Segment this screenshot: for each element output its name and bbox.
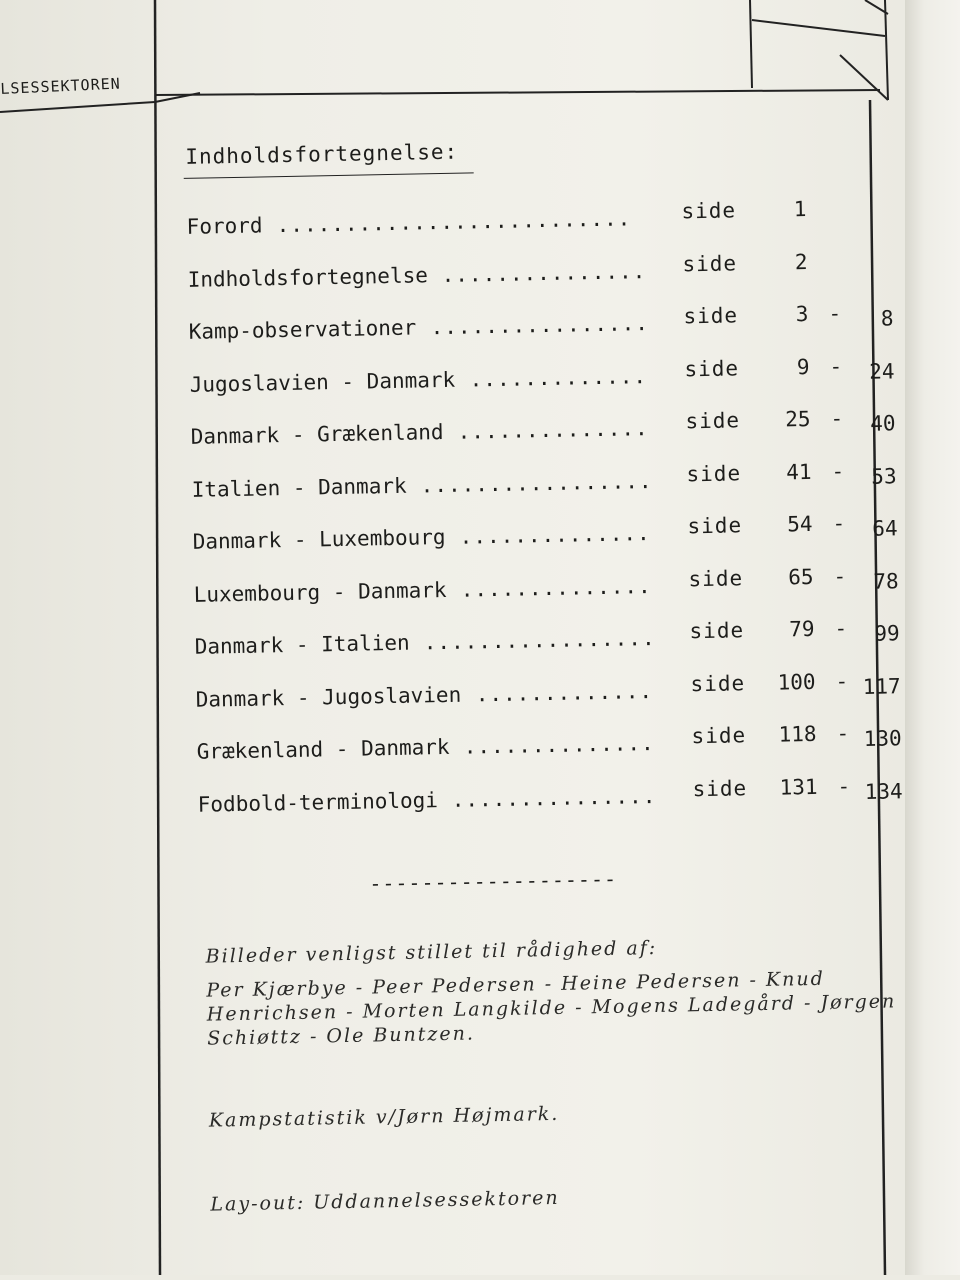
toc-entry-label: Danmark - Jugoslavien: [195, 682, 462, 712]
toc-leader-dots: ..............: [459, 521, 651, 549]
toc-leader-dots: .............: [475, 678, 654, 706]
credits-names: Per Kjærbye - Peer Pedersen - Heine Pedersen - Knud Henrichsen - Morten Langkilde - Mogens Ladegård - Jørgen Schiøttz - Ole Buntzen.: [206, 967, 897, 1050]
toc-page-from: 41: [785, 459, 812, 484]
toc-page-range-dash: -: [828, 301, 842, 326]
toc-entry-label: Danmark - Grækenland: [190, 419, 444, 449]
toc-page-from: 79: [788, 616, 815, 642]
toc-page-from: 54: [786, 511, 813, 537]
toc-page-to: 78: [873, 568, 899, 594]
toc-page-to: 64: [872, 516, 898, 541]
toc-entry: [188, 301, 894, 350]
toc-entry: [192, 511, 898, 560]
toc-entry: [196, 721, 902, 770]
toc-page-range-dash: -: [834, 616, 848, 641]
toc-entry-label: Forord: [186, 213, 263, 239]
toc-leader-dots: ................: [430, 311, 650, 340]
toc-entry: [186, 196, 891, 245]
toc-entry: [197, 773, 903, 823]
toc-page-to: 117: [862, 673, 901, 699]
toc-page-range-dash: -: [836, 721, 850, 746]
toc-list: [186, 196, 903, 817]
toc-entry-label: Danmark - Italien: [194, 630, 410, 659]
toc-entry-label: Danmark - Luxembourg: [192, 524, 446, 554]
toc-entry-label: Italien - Danmark: [191, 473, 407, 502]
toc-entry-label: Kamp-observationer: [188, 315, 417, 344]
toc-side-label: side: [690, 670, 746, 696]
toc-entry: [189, 353, 895, 403]
toc-entry: [194, 616, 900, 665]
statistics-credit: Kampstatistik v/Jørn Højmark.: [208, 1102, 560, 1132]
toc-page-from: 131: [779, 774, 818, 800]
toc-page-to: 99: [874, 621, 900, 646]
toc-page-to: 130: [863, 726, 902, 751]
toc-entry-label: Indholdsfortegnelse: [187, 262, 429, 292]
content-area: [180, 126, 922, 1280]
toc-entry-label: Grækenland - Danmark: [196, 734, 450, 764]
sector-label: LSESSEKTOREN: [0, 74, 122, 98]
toc-leader-dots: ..............: [457, 416, 649, 444]
toc-page-range-dash: -: [835, 668, 849, 694]
toc-side-label: side: [689, 618, 745, 644]
toc-leader-dots: .............: [469, 363, 648, 391]
toc-entry: [187, 249, 892, 298]
toc-page-range-dash: -: [831, 458, 845, 484]
toc-page-from: 3: [795, 301, 809, 327]
toc-page-range-dash: -: [837, 773, 851, 798]
layout-credit: Lay-out: Uddannelsessektoren: [210, 1186, 560, 1216]
toc-side-label: side: [687, 513, 743, 539]
toc-entry-label: Fodbold-terminologi: [197, 787, 439, 817]
toc-entry: [195, 668, 901, 718]
toc-page-from: 65: [787, 564, 814, 589]
toc-page-from: 100: [777, 669, 816, 695]
toc-entry: [191, 458, 897, 508]
toc-entry-label: Luxembourg - Danmark: [193, 577, 447, 607]
toc-page-range-dash: -: [829, 353, 843, 379]
toc-page-range-dash: -: [833, 563, 847, 589]
credits-intro: Billeder venligst stillet til rådighed af:: [205, 936, 658, 968]
toc-page-from: 9: [796, 354, 810, 379]
toc-page-to: 134: [864, 778, 903, 804]
toc-page-from: 118: [778, 721, 817, 747]
toc-side-label: side: [692, 775, 748, 801]
toc-title: Indholdsfortegnelse:: [185, 139, 459, 169]
toc-side-label: side: [685, 408, 741, 434]
toc-leader-dots: .................: [423, 625, 656, 655]
toc-entry-label: Jugoslavien - Danmark: [189, 367, 456, 397]
toc-leader-dots: .................: [420, 468, 653, 497]
toc-page-to: 24: [869, 358, 895, 384]
toc-leader-dots: ..............: [460, 573, 652, 602]
toc-page-from: 1: [793, 196, 807, 222]
credits-section: [205, 931, 910, 1216]
toc-page-range-dash: -: [830, 406, 844, 431]
toc-side-label: side: [683, 303, 739, 329]
toc-leader-dots: ..........................: [276, 206, 632, 238]
toc-page-range-dash: -: [832, 511, 846, 536]
toc-leader-dots: ...............: [441, 258, 647, 287]
toc-entry: [190, 406, 896, 455]
toc-leader-dots: ...............: [451, 783, 657, 812]
toc-page-to: 8: [880, 306, 894, 331]
toc-entry: [193, 563, 899, 613]
toc-page-to: 53: [871, 463, 897, 489]
toc-page-from: 25: [784, 406, 811, 432]
toc-page-from: 2: [794, 249, 808, 274]
separator-line: -------------------: [369, 866, 618, 896]
toc-side-label: side: [691, 723, 747, 749]
toc-side-label: side: [681, 198, 737, 224]
toc-side-label: side: [682, 250, 738, 276]
toc-side-label: side: [686, 460, 742, 486]
toc-leader-dots: ..............: [463, 731, 655, 759]
title-underline: [184, 172, 474, 179]
toc-side-label: side: [688, 565, 744, 591]
toc-page-to: 40: [870, 411, 896, 436]
toc-side-label: side: [684, 355, 740, 381]
